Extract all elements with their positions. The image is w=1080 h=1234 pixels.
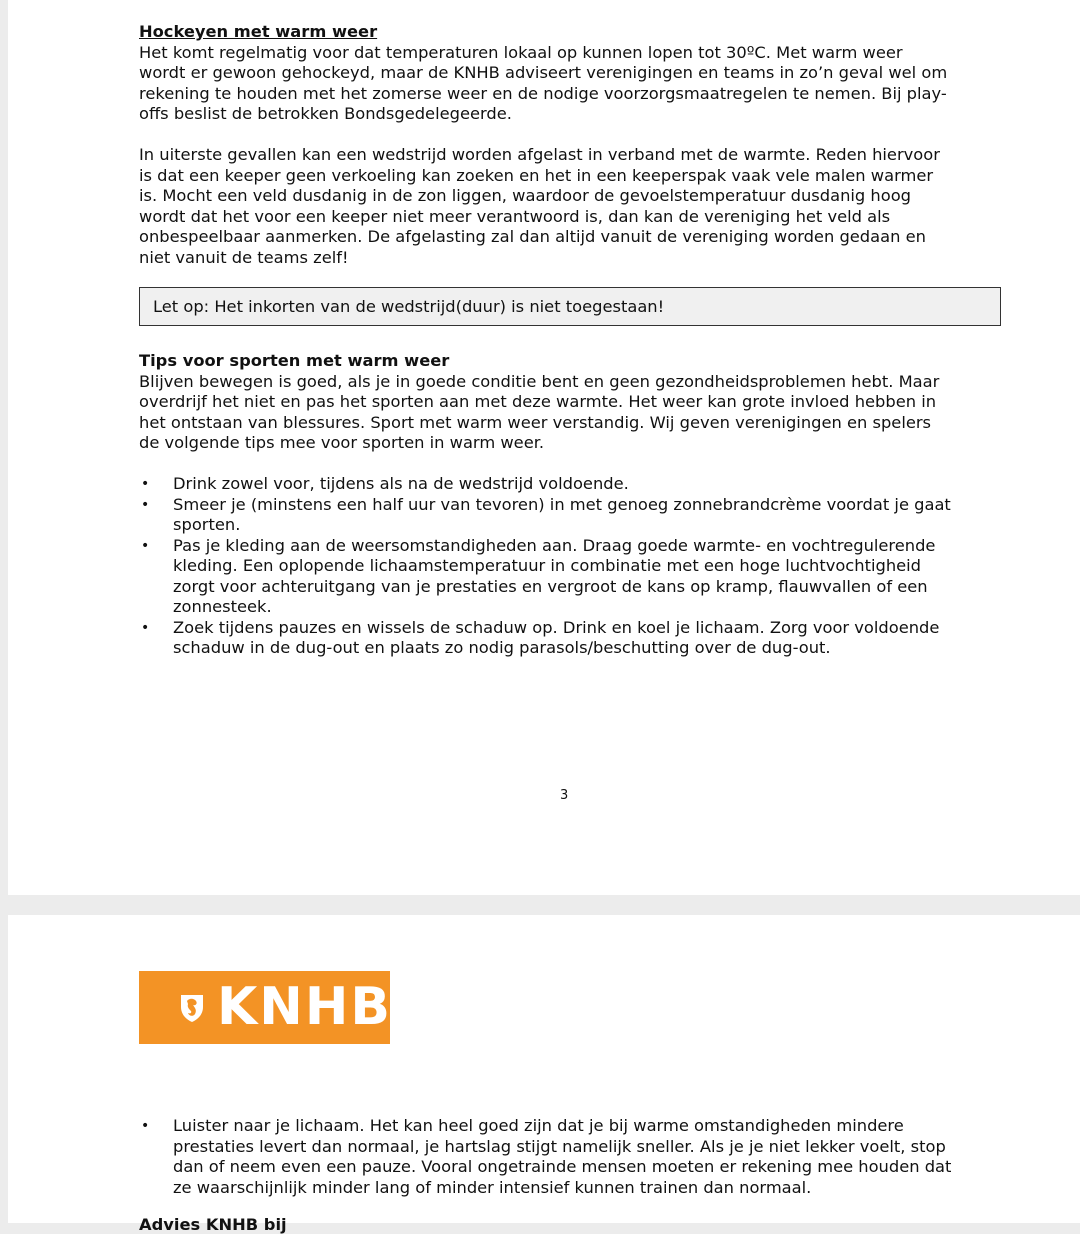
list-item [139, 495, 999, 536]
text-line: wordt er gewoon gehockeyd, maar de KNHB adviseert verenigingen en teams in zo’n geval wel om [139, 63, 948, 82]
text-line: is dat een keeper geen verkoeling kan zoeken en het in een keeperspak vaak vele malen warmer [139, 165, 934, 185]
text-line: offs beslist de betrokken Bondsgedelegeerde. [139, 104, 512, 123]
text-line: kleding. Een oplopende lichaamstemperatuur in combinatie met een hoge luchtvochtigheid [173, 556, 922, 575]
text-line: onbespeelbaar aanmerken. De afgelasting zal dan altijd vanuit de vereniging worden gedaan en [139, 227, 926, 246]
bullet-icon: • [141, 496, 150, 513]
section-heading-cutoff: Advies KNHB bij [139, 1215, 287, 1234]
text-line: prestaties levert dan normaal, je hartslag stijgt namelijk sneller. Als je je niet lekker voelt, stop [173, 1136, 946, 1156]
notice-box: Let op: Het inkorten van de wedstrijd(duur) is niet toegestaan! [139, 287, 1001, 326]
text-line: dan of neem even een pauze. Vooral ongetrainde mensen moeten er rekening mee houden dat [173, 1157, 952, 1176]
section-heading-hot-weather: Hockeyen met warm weer [139, 22, 378, 41]
text-line: Het komt regelmatig voor dat temperaturen lokaal op kunnen lopen tot 30ºC. Met warm weer [139, 42, 903, 62]
list-item [139, 474, 999, 495]
text-line: sporten. [173, 515, 241, 534]
text-line: overdrijf het niet en pas het sporten aan met deze warmte. Het weer kan grote invloed hebben in [139, 392, 937, 411]
bullet-icon: • [141, 619, 150, 636]
paragraph-hot-weather-2 [139, 145, 999, 268]
bullet-icon: • [141, 1118, 150, 1134]
tips-list-continued [139, 1116, 999, 1198]
text-line: zonnesteek. [173, 597, 272, 616]
document-page-1 [8, 0, 1080, 895]
section-tips-continued [139, 1116, 999, 1198]
text-line: Luister naar je lichaam. Het kan heel goed zijn dat je bij warme omstandigheden mindere [173, 1116, 904, 1135]
list-item [139, 618, 999, 659]
knhb-logo [139, 971, 390, 1044]
bullet-icon: • [141, 476, 150, 492]
document-page-2 [8, 915, 1080, 1234]
list-item [139, 536, 999, 618]
section-hot-weather [139, 22, 999, 268]
text-line: In uiterste gevallen kan een wedstrijd worden afgelast in verband met de warmte. Reden hiervoor [139, 145, 940, 164]
section-heading-tips: Tips voor sporten met warm weer [139, 351, 450, 370]
lion-shield-icon [179, 993, 205, 1023]
paragraph-tips-intro [139, 372, 999, 454]
bullet-icon: • [141, 537, 150, 554]
text-line: schaduw in de dug-out en plaats zo nodig parasols/beschutting over de dug-out. [173, 638, 831, 657]
text-line: zorgt voor achteruitgang van je prestaties en vergroot de kans op kramp, flauwvallen of een [173, 576, 928, 596]
tips-list [139, 474, 999, 659]
section-tips [139, 351, 999, 659]
paragraph-hot-weather-1 [139, 43, 999, 125]
text-line: Drink zowel voor, tijdens als na de wedstrijd voldoende. [173, 474, 629, 493]
text-line: de volgende tips mee voor sporten in warm weer. [139, 433, 545, 452]
text-line: Pas je kleding aan de weersomstandigheden aan. Draag goede warmte- en vochtregulerende [173, 535, 936, 555]
text-line: rekening te houden met het zomerse weer en de nodige voorzorgsmaatregelen te nemen. Bij play- [139, 83, 947, 103]
logo-wordmark: KNHB [217, 977, 392, 1037]
text-line: wordt dat het voor een keeper niet meer verantwoord is, dan kan de vereniging het veld als [139, 206, 891, 226]
text-line: Smeer je (minstens een half uur van tevoren) in met genoeg zonnebrandcrème voordat je gaat [173, 494, 951, 514]
text-line: niet vanuit de teams zelf! [139, 247, 349, 267]
text-line: is. Mocht een veld dusdanig in de zon liggen, waardoor de gevoelstemperatuur dusdanig hoog [139, 186, 912, 205]
text-line: het ontstaan van blessures. Sport met warm weer verstandig. Wij geven verenigingen en spelers [139, 412, 932, 432]
text-line: Zoek tijdens pauzes en wissels de schaduw op. Drink en koel je lichaam. Zorg voor voldoende [173, 617, 940, 637]
text-line: Blijven bewegen is goed, als je in goede conditie bent en geen gezondheidsproblemen hebt. Maar [139, 371, 940, 391]
text-line: ze waarschijnlijk minder lang of minder intensief kunnen trainen dan normaal. [173, 1177, 812, 1197]
list-item [139, 1116, 999, 1198]
page-number: 3 [560, 788, 569, 803]
